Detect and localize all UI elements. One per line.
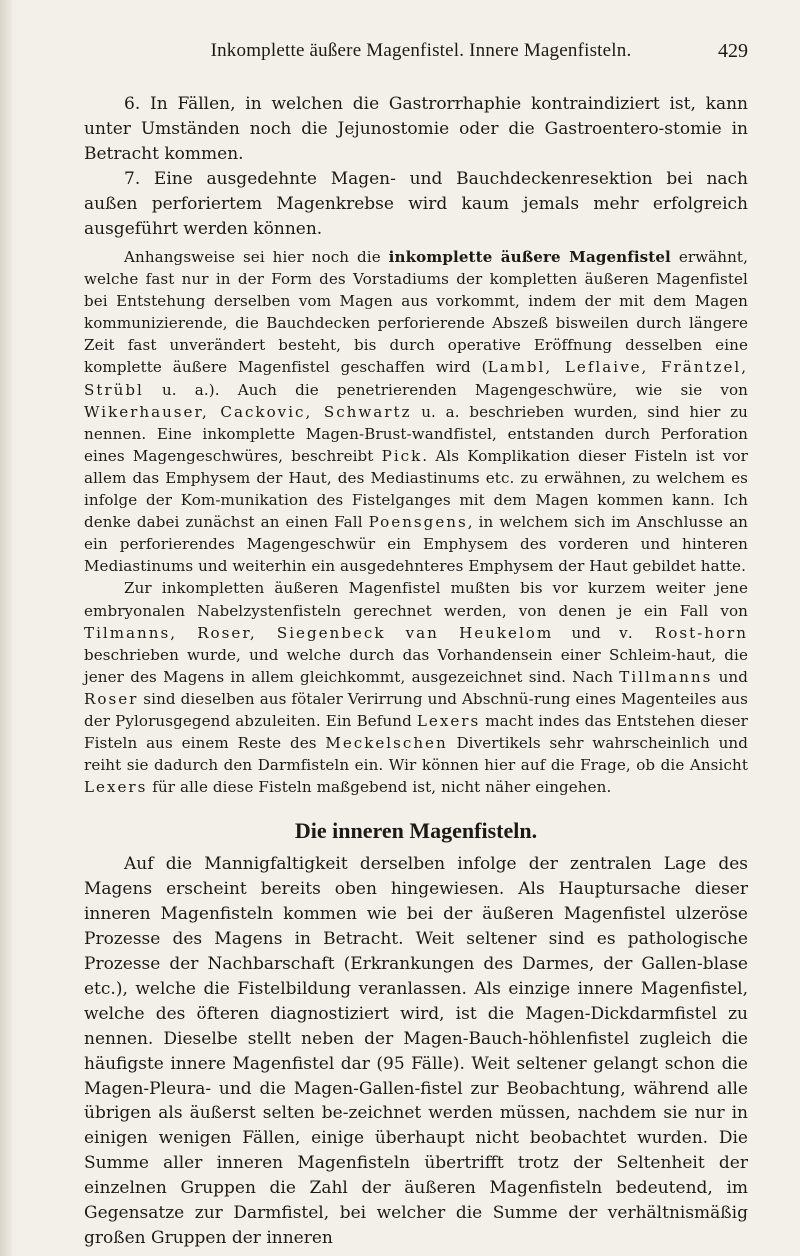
- section-paragraph: Auf die Mannigfaltigkeit derselben infolge der zentralen Lage des Magens erscheint bereits oben hingewiesen. Als Hauptursache dieser inneren Magenfisteln kommen wie bei der äußeren Magenfistel ulzeröse Prozesse des Magens in Betracht. Weit seltener sind es pathologische Prozesse der Nachbarschaft (Erkrankungen des Darmes, der Gallen-blase etc.), welche die Fistelbildung veranlassen. Als einzige innere Magenfistel, welche des öfteren diagnostiziert wird, ist die Magen-Dickdarmfistel zu nennen. Dieselbe stellt neben der Magen-Bauch-höhlenfistel zugleich die häufigste innere Magenfistel dar (95 Fälle). Weit seltener gelangt schon die Magen-Pleura- und die Magen-Gallen-fistel zur Beobachtung, während alle übrigen als äußerst selten be-zeichnet werden müssen, nachdem sie nur in einigen wenigen Fällen, einige überhaupt nicht beobachtet wurden. Die Summe aller inneren Magenfisteln übertrifft trotz der Seltenheit der einzelnen Gruppen die Zahl der äußeren Magenfisteln bedeutend, im Gegensatze zur Darmfistel, bei welcher die Summe der verhältnismäßig großen Gruppen der inneren: [84, 854, 748, 1248]
- author-names: Roser: [84, 689, 139, 708]
- author-names: Lambl, Leflaive, Fräntzel, Strübl: [84, 358, 748, 399]
- author-names: Lexers: [84, 778, 148, 797]
- term-emphasis: inkomplette äußere Magenfistel: [388, 248, 671, 266]
- text-run: sind dieselben aus fötaler Verirrung und Abschnü-rung eines Magenteiles aus der Pylorusgegend abzuleiten. Ein Befund: [84, 689, 748, 730]
- list-item: 7. Eine ausgedehnte Magen- und Bauchdeckenresektion bei nach außen perforiertem Magenkrebse wird kaum jemals mehr erfolgreich ausgeführt werden können.: [84, 169, 748, 239]
- text-run: u. a. beschrieben wurden, sind hier zu nennen. Eine inkomplette Magen-Brust-wandfistel, entstanden durch Perforation eines Magengeschwüres, beschreibt: [84, 402, 748, 465]
- text-run: Zur inkompletten äußeren Magenfistel mußten bis vor kurzem weiter jene embryonalen Nabelzystenfisteln gerechnet werden, von denen je ein Fall von: [84, 579, 748, 620]
- text-run: Anhangsweise sei hier noch die: [124, 248, 389, 266]
- text-run: erwähnt, welche fast nur in der Form des Vorstadiums der kompletten äußeren Magenfistel bei Entstehung derselben vom Magen aus vorkommt, indem der mit dem Magen kommunizierende, die Bauchdecken perforierende Abszeß bisweilen durch längere Zeit fast unverändert besteht, bis durch operative Eröffnung desselben eine komplette äußere Magenfistel geschaffen wird (: [84, 248, 748, 377]
- page-binding-shadow: [0, 0, 12, 1256]
- list-item: 6. In Fällen, in welchen die Gastrorrhaphie kontraindiziert ist, kann unter Umständen noch die Jejunostomie oder die Gastroentero-stomie in Betracht kommen.: [84, 94, 748, 164]
- author-names: Poensgens: [368, 513, 468, 532]
- text-run: und: [712, 667, 748, 686]
- text-run: u. a.). Auch die penetrierenden Magengeschwüre, wie sie von: [143, 380, 748, 399]
- text-run: Divertikels sehr wahrscheinlich und reiht sie dadurch den Darmfisteln ein. Wir können hier auf die Frage, ob die Ansicht: [84, 734, 748, 775]
- author-names: Meckelschen: [325, 734, 448, 753]
- text-run: . Als Komplikation dieser Fisteln ist vor allem das Emphysem der Haut, des Mediastinums etc. zu erwähnen, zu welchem es infolge der Kom-munikation des Fistelganges mit dem Magen kommen kann. Ich denke dabei zunächst an einen Fall: [84, 446, 748, 532]
- text-run: macht indes das Entstehen dieser Fisteln aus einem Reste des: [84, 711, 748, 753]
- text-run: , in welchem sich im Anschlusse an ein perforierendes Magengeschwür ein Emphysem des vorderen und hinteren Mediastinums und weiterhin ein ausgedehnteres Emphysem der Haut gebildet hatte.: [84, 513, 748, 576]
- page-body: [84, 92, 748, 1251]
- page-header: [94, 40, 748, 70]
- text-run: für alle diese Fisteln maßgebend ist, nicht näher eingehen.: [147, 778, 612, 797]
- embryonal-paragraph: [84, 577, 748, 798]
- section-heading: Die inneren Magenfisteln.: [294, 818, 538, 844]
- appendix-paragraph: [84, 246, 748, 577]
- author-names: Lexers: [416, 711, 481, 730]
- author-names: Pick: [381, 446, 423, 465]
- author-names: Tillmanns: [619, 667, 713, 686]
- text-run: beschrieben wurde, und welche durch das Vorhandensein einer Schleim-haut, die jener des Magens in allem gleichkommt, ausgezeichnet sind. Nach: [84, 645, 748, 686]
- author-names: v. Rost-horn: [619, 623, 748, 642]
- author-names: Wikerhauser, Cackovic, Schwartz: [84, 402, 412, 421]
- page-number: 429: [718, 40, 748, 62]
- running-title: Inkomplette äußere Magenfistel. Innere Magenfisteln.: [210, 40, 632, 61]
- text-run: und: [553, 623, 620, 642]
- author-names: Tilmanns, Roser, Siegenbeck van Heukelom: [84, 623, 554, 642]
